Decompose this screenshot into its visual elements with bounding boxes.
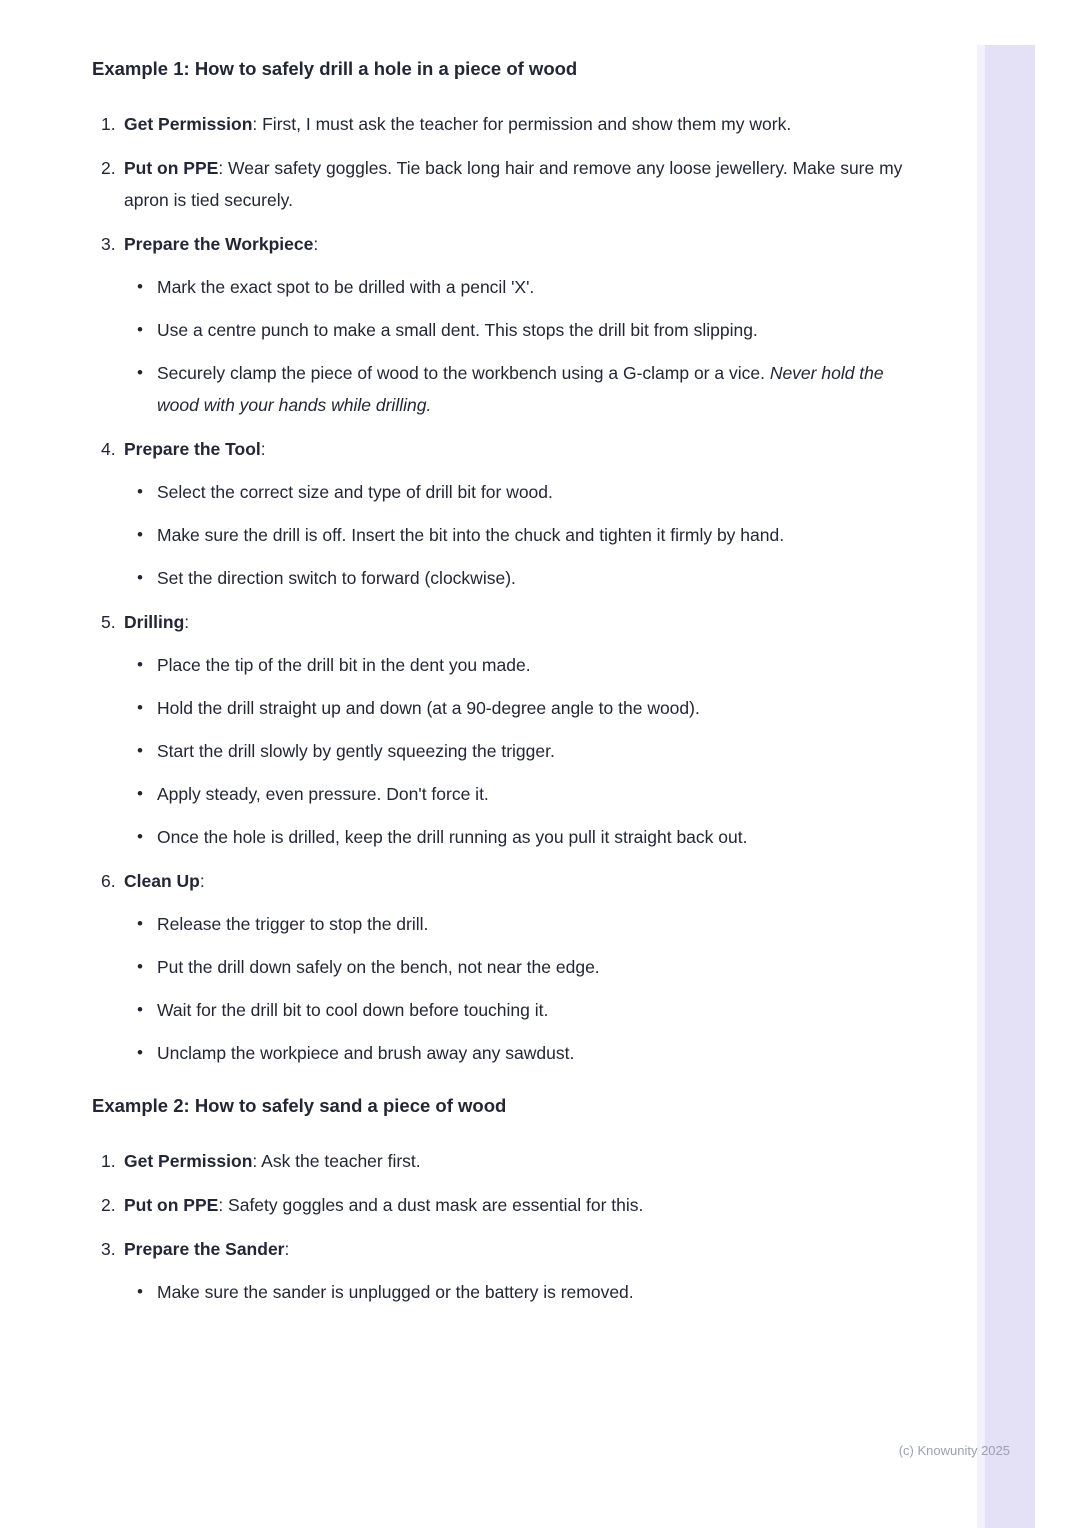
- bullet-body: [157, 314, 930, 346]
- step-label: Put on PPE: [124, 1195, 219, 1215]
- bullet-icon: •: [137, 277, 143, 296]
- step-body: [124, 433, 930, 465]
- step-label: Get Permission: [124, 1151, 253, 1171]
- bullet-icon: •: [137, 957, 143, 976]
- bullet-icon: •: [137, 784, 143, 803]
- bullet-text: Securely clamp the piece of wood to the workbench using a G-clamp or a vice.: [157, 363, 770, 383]
- bullet-body: [157, 735, 930, 767]
- bullet-icon: •: [137, 482, 143, 501]
- bullet-text: Set the direction switch to forward (clockwise).: [157, 568, 516, 588]
- step-item: [101, 433, 930, 594]
- step-number: 4.: [101, 439, 116, 459]
- bullet-icon: •: [137, 1043, 143, 1062]
- step-description: : Wear safety goggles. Tie back long hair and remove any loose jewellery. Make sure my apron is tied securely.: [124, 158, 903, 210]
- step-description: :: [260, 439, 266, 459]
- bullet-item: [137, 562, 930, 594]
- step-line: [101, 228, 930, 260]
- step-list: [92, 108, 930, 1069]
- bullet-body: [157, 1037, 930, 1069]
- section-heading: Example 1: How to safely drill a hole in a piece of wood: [92, 58, 578, 79]
- bullet-item: [137, 1276, 930, 1308]
- step-line: [101, 606, 930, 638]
- step-body: [124, 1189, 930, 1221]
- step-line: [101, 865, 930, 897]
- bullet-item: [137, 735, 930, 767]
- bullet-text: Apply steady, even pressure. Don't force it.: [157, 784, 489, 804]
- bullet-body: [157, 649, 930, 681]
- bullet-text: Use a centre punch to make a small dent. This stops the drill bit from slipping.: [157, 320, 758, 340]
- document-section: [92, 1093, 930, 1308]
- step-body: [124, 1233, 930, 1265]
- bullet-body: [157, 692, 930, 724]
- bullet-text: Unclamp the workpiece and brush away any sawdust.: [157, 1043, 575, 1063]
- step-item: [101, 1233, 930, 1308]
- bullet-text: Start the drill slowly by gently squeezing the trigger.: [157, 741, 555, 761]
- bullet-item: [137, 649, 930, 681]
- bullet-body: [157, 908, 930, 940]
- step-line: [101, 108, 930, 140]
- bullet-italic-text: Never hold the wood with your hands while drilling.: [157, 363, 884, 415]
- step-item: [101, 1145, 930, 1177]
- step-item: [101, 1189, 930, 1221]
- step-item: [101, 606, 930, 853]
- bullet-item: [137, 357, 930, 421]
- bullet-text: Hold the drill straight up and down (at a 90-degree angle to the wood).: [157, 698, 700, 718]
- step-label: Clean Up: [124, 871, 200, 891]
- step-description: : Safety goggles and a dust mask are essential for this.: [218, 1195, 644, 1215]
- bullet-item: [137, 778, 930, 810]
- bullet-item: [137, 1037, 930, 1069]
- bullet-item: [137, 519, 930, 551]
- bullet-body: [157, 476, 930, 508]
- step-item: [101, 865, 930, 1069]
- step-line: [101, 433, 930, 465]
- step-number: 2.: [101, 1195, 116, 1215]
- step-number: 5.: [101, 612, 116, 632]
- bullet-text: Once the hole is drilled, keep the drill running as you pull it straight back out.: [157, 827, 748, 847]
- bullet-text: Release the trigger to stop the drill.: [157, 914, 429, 934]
- step-item: [101, 152, 930, 216]
- bullet-text: Mark the exact spot to be drilled with a pencil 'X'.: [157, 277, 535, 297]
- watermark: (c) Knowunity 2025: [898, 1443, 1010, 1458]
- step-number: 1.: [101, 114, 116, 134]
- bullet-text: Place the tip of the drill bit in the dent you made.: [157, 655, 531, 675]
- bullet-body: [157, 1276, 930, 1308]
- step-description: :: [184, 612, 190, 632]
- bullet-icon: •: [137, 914, 143, 933]
- step-description: :: [313, 234, 319, 254]
- bullet-list: [101, 476, 930, 594]
- bullet-body: [157, 519, 930, 551]
- step-body: [124, 108, 930, 140]
- step-body: [124, 865, 930, 897]
- bullet-list: [101, 908, 930, 1069]
- step-label: Prepare the Tool: [124, 439, 261, 459]
- step-number: 6.: [101, 871, 116, 891]
- bullet-body: [157, 562, 930, 594]
- bullet-item: [137, 476, 930, 508]
- step-label: Get Permission: [124, 114, 253, 134]
- bullet-icon: •: [137, 568, 143, 587]
- bullet-item: [137, 951, 930, 983]
- step-label: Prepare the Sander: [124, 1239, 285, 1259]
- step-line: [101, 1233, 930, 1265]
- step-label: Drilling: [124, 612, 185, 632]
- bullet-icon: •: [137, 741, 143, 760]
- step-line: [101, 1145, 930, 1177]
- bullet-text: Make sure the sander is unplugged or the battery is removed.: [157, 1282, 634, 1302]
- step-description: : Ask the teacher first.: [252, 1151, 421, 1171]
- bullet-icon: •: [137, 1282, 143, 1301]
- bullet-icon: •: [137, 525, 143, 544]
- step-item: [101, 108, 930, 140]
- bullet-icon: •: [137, 827, 143, 846]
- bullet-item: [137, 908, 930, 940]
- bullet-icon: •: [137, 698, 143, 717]
- bullet-body: [157, 951, 930, 983]
- bullet-item: [137, 271, 930, 303]
- bullet-body: [157, 821, 930, 853]
- step-body: [124, 152, 930, 216]
- step-description: : First, I must ask the teacher for permission and show them my work.: [252, 114, 792, 134]
- bullet-list: [101, 1276, 930, 1308]
- document-section: [92, 56, 930, 1069]
- bullet-list: [101, 271, 930, 421]
- step-body: [124, 228, 930, 260]
- bullet-body: [157, 357, 930, 421]
- step-body: [124, 606, 930, 638]
- bullet-icon: •: [137, 1000, 143, 1019]
- bullet-item: [137, 994, 930, 1026]
- bullet-icon: •: [137, 320, 143, 339]
- bullet-text: Make sure the drill is off. Insert the bit into the chuck and tighten it firmly by hand.: [157, 525, 785, 545]
- bullet-text: Select the correct size and type of drill bit for wood.: [157, 482, 553, 502]
- bullet-icon: •: [137, 655, 143, 674]
- section-heading: Example 2: How to safely sand a piece of wood: [92, 1095, 507, 1116]
- step-line: [101, 1189, 930, 1221]
- bullet-list: [101, 649, 930, 853]
- step-label: Prepare the Workpiece: [124, 234, 314, 254]
- step-label: Put on PPE: [124, 158, 219, 178]
- bullet-item: [137, 692, 930, 724]
- bullet-body: [157, 994, 930, 1026]
- bullet-text: Wait for the drill bit to cool down before touching it.: [157, 1000, 549, 1020]
- step-description: :: [199, 871, 205, 891]
- step-line: [101, 152, 930, 216]
- step-list: [92, 1145, 930, 1308]
- step-number: 1.: [101, 1151, 116, 1171]
- bullet-body: [157, 778, 930, 810]
- step-description: :: [284, 1239, 290, 1259]
- bullet-item: [137, 821, 930, 853]
- step-number: 2.: [101, 158, 116, 178]
- bullet-icon: •: [137, 363, 143, 382]
- bullet-item: [137, 314, 930, 346]
- bullet-text: Put the drill down safely on the bench, not near the edge.: [157, 957, 600, 977]
- step-body: [124, 1145, 930, 1177]
- bullet-body: [157, 271, 930, 303]
- step-item: [101, 228, 930, 421]
- step-number: 3.: [101, 1239, 116, 1259]
- step-number: 3.: [101, 234, 116, 254]
